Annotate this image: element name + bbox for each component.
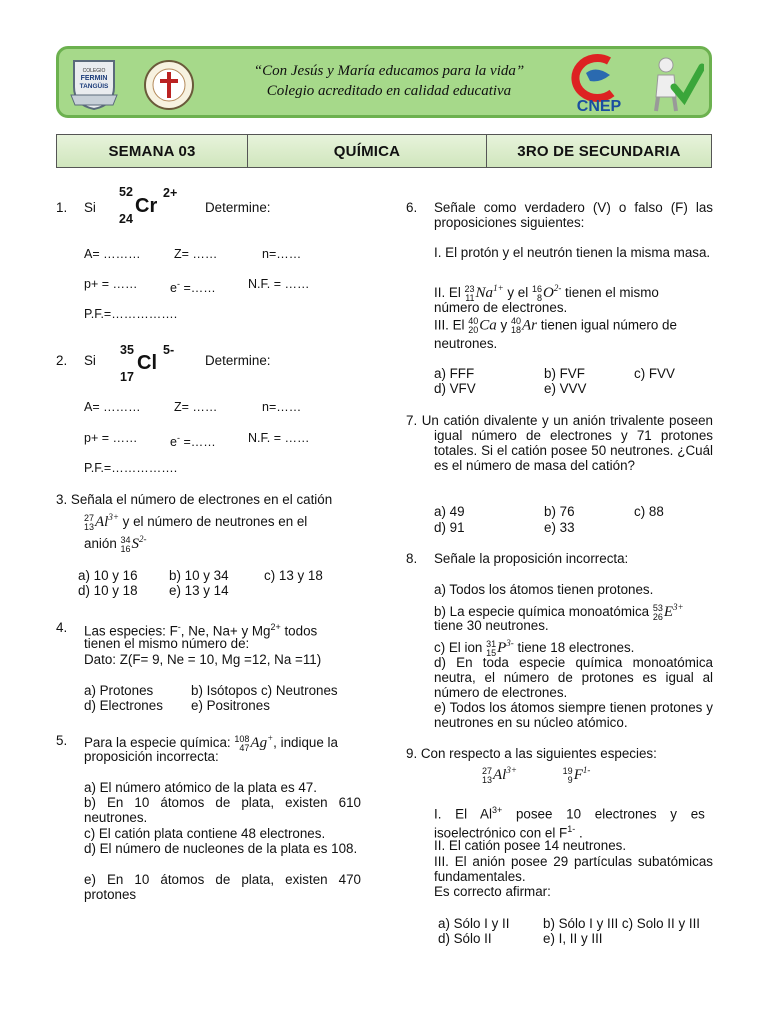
grade-label: 3RO DE SECUNDARIA [517,142,681,160]
q4-number: 4. [56,620,68,635]
subject-label: QUÍMICA [248,135,487,167]
q6-prop-ii: II. El 23 11 $Na^{1+}$ y el 16 8 $O^{2-}$ tienen el mismo [434,283,659,303]
q7-opt-a: a) 49 [434,504,465,519]
q8-opt-c: c) El ion 31 15 $P^{3-}$ tiene 18 electrones. [434,638,635,658]
q3-line1: 3. Señala el número de electrones en el catión [56,492,333,507]
q2-A: A= ……… [84,400,141,414]
q5-ag-isotope: 108 47 Ag+ [234,733,274,753]
q5-opt-d: d) El número de nucleones de la plata es 108. [84,841,358,856]
q1-e: e- =…… [170,279,216,296]
q6-prop-i: I. El protón y el neutrón tienen la misma masa. [434,245,711,260]
q9-opt-d: d) Sólo II [438,931,492,946]
q1-n: n=…… [262,247,302,261]
q3-opt-b: b) 10 y 34 [169,568,229,583]
q3-opt-d: d) 10 y 18 [78,583,138,598]
q9-prop-i: I. El $Al^{3+}$ posee 10 electrones y es [434,805,705,822]
q2-charge: 5- [163,343,175,357]
q1-p: p+ = …… [84,277,138,291]
q6-intro: Señale como verdadero (V) o falso (F) las proposiciones siguientes: [434,200,713,230]
q5-line2: proposición incorrecta: [84,749,219,764]
q6-opt-d: d) VFV [434,381,476,396]
q2-Z: Z= …… [174,400,218,414]
q2-number: 2. [56,353,68,368]
q6-prop-ii-cont: número de electrones. [434,300,568,315]
q7-opt-d: d) 91 [434,520,465,535]
q4-opt-bc: b) Isótopos c) Neutrones [191,683,338,698]
q1-determine: Determine: [205,200,271,215]
week-label: SEMANA 03 [57,135,248,167]
q7-text: 7. Un catión divalente y un anión trivalente poseen igual número de electrones y 71 protones totales. Si el catión posee 50 neutrones. ¿Cuál es el número de masa del catión? [406,413,713,473]
school-crest-logo [69,57,119,111]
q1-NF: N.F. = …… [248,277,310,291]
q9-species [482,763,590,785]
q6-o-isotope: 16 8 $O^{2-}$ [531,283,562,303]
title-bar [56,134,712,168]
q3-s-isotope: 34 16 $S^{2-}$ [120,534,147,554]
checkmark-figure-icon [644,53,704,113]
q1-A: A= ……… [84,247,141,261]
q8-number: 8. [406,551,418,566]
q3-opt-e: e) 13 y 14 [169,583,229,598]
q7-opt-c: c) 88 [634,504,664,519]
q2-NF: N.F. = …… [248,431,310,445]
q3-line3: anión 34 16 $S^{2-}$ [84,534,147,554]
q6-opt-e: e) VVV [544,381,587,396]
crest-line-1: COLEGIO [82,68,106,74]
q9-prop-ii: II. El catión posee 14 neutrones. [434,838,627,853]
accredited-text: Colegio acreditado en calidad educativa [266,83,512,99]
q4-opt-d: d) Electrones [84,698,163,713]
q3-line2: 27 13 $Al^{3+}$ y el número de neutrones en el [84,512,308,532]
q8-p-isotope: 31 15 $P^{3-}$ [486,638,514,658]
cross-seal-logo [139,59,199,111]
q9-correct: Es correcto afirmar: [434,884,551,899]
q5-number: 5. [56,733,68,748]
q2-si: Si [84,353,96,368]
q6-ca-isotope: 40 20 Ca [468,316,497,335]
q2-p: p+ = …… [84,431,138,445]
q5-opt-c: c) El catión plata contiene 48 electrones. [84,826,326,841]
motto-block [209,61,569,101]
q4-line1: Las especies: F-, Ne, Na+ y $Mg^{2+}$ todos [84,622,318,639]
q2-symbol: Cl [137,352,157,374]
q8-intro: Señale la proposición incorrecta: [434,551,629,566]
q7-opt-b: b) 76 [544,504,575,519]
q1-PF: P.F.=……………. [84,307,178,321]
q2-e: e- =…… [170,433,216,450]
cnep-logo [564,53,634,113]
q9-opt-a: a) Sólo I y II [438,916,510,931]
q5-line1: Para la especie química: 108 47 Ag+, indique la [84,733,338,753]
q4-line3: Dato: Z(F= 9, Ne = 10, Mg =12, Na =11) [84,652,322,667]
q6-opt-a: a) FFF [434,366,475,381]
q2-mass-number: 35 [120,343,134,357]
q4-opt-a: a) Protones [84,683,154,698]
q8-opt-e: e) Todos los átomos siempre tienen protones y neutrones en su núcleo atómico. [434,700,713,730]
q5-opt-b: b) En 10 átomos de plata, existen 610 neutrones. [84,795,361,825]
q6-opt-b: b) FVF [544,366,585,381]
q8-e-isotope: 53 26 $E^{3+}$ [652,602,684,622]
q4-line2: tienen el mismo número de: [84,636,250,651]
q9-intro: 9. Con respecto a las siguientes especies: [406,746,657,761]
q2-PF: P.F.=……………. [84,461,178,475]
header-banner [56,46,712,118]
q2-n: n=…… [262,400,302,414]
q1-number: 1. [56,200,68,215]
q9-opt-bc: b) Sólo I y III c) Solo II y III [543,916,701,931]
q3-al-isotope: 27 13 $Al^{3+}$ [84,512,119,532]
q6-prop-iii-cont: neutrones. [434,336,498,351]
q6-ar-isotope: 40 18 Ar [510,316,537,335]
q1-Z: Z= …… [174,247,218,261]
q3-opt-c: c) 13 y 18 [264,568,323,583]
q4-opt-e: e) Positrones [191,698,270,713]
q6-opt-c: c) FVV [634,366,675,381]
q6-na-isotope: 23 11 $Na^{1+}$ [464,283,504,303]
q3-opt-a: a) 10 y 16 [78,568,138,583]
q2-determine: Determine: [205,353,271,368]
q9-f-isotope: 19 9 $F^{1-}$ [562,765,591,785]
q7-opt-e: e) 33 [544,520,575,535]
crest-line-3: TANGÜIS [79,83,109,90]
q5-opt-a: a) El número atómico de la plata es 47. [84,780,317,795]
crest-line-2: FERMIN [80,75,108,82]
q5-opt-e: e) En 10 átomos de plata, existen 470 protones [84,872,361,902]
q8-opt-b: b) La especie química monoatómica 53 26 $E^{3+}$ [434,602,684,622]
q8-opt-a: a) Todos los átomos tienen protones. [434,582,654,597]
q1-symbol: Cr [135,195,158,217]
q9-al-isotope: 27 13 $Al^{3+}$ [482,765,517,785]
q9-prop-iii: III. El anión posee 29 partículas subatómicas fundamentales. [434,854,713,884]
q6-number: 6. [406,200,418,215]
q1-si: Si [84,200,96,215]
q1-charge: 2+ [163,186,178,200]
q9-opt-e: e) I, II y III [543,931,603,946]
q1-atomic-number: 24 [119,212,133,226]
q1-mass-number: 52 [119,185,133,199]
motto-text: “Con Jesús y María educamos para la vida” [253,63,525,79]
cnep-text: CNEP [576,98,622,113]
q8-opt-b-cont: tiene 30 neutrones. [434,618,549,633]
q8-opt-d: d) En toda especie química monoatómica neutra, el número de protones es igual al número de electrones. [434,655,713,700]
q2-atomic-number: 17 [120,370,134,384]
q9-prop-i-cont: isoelectrónico con el $F^{1-}$ . [434,824,583,841]
q6-prop-iii: III. El 40 20 Ca y 40 18 Ar tienen igual número de [434,316,677,335]
